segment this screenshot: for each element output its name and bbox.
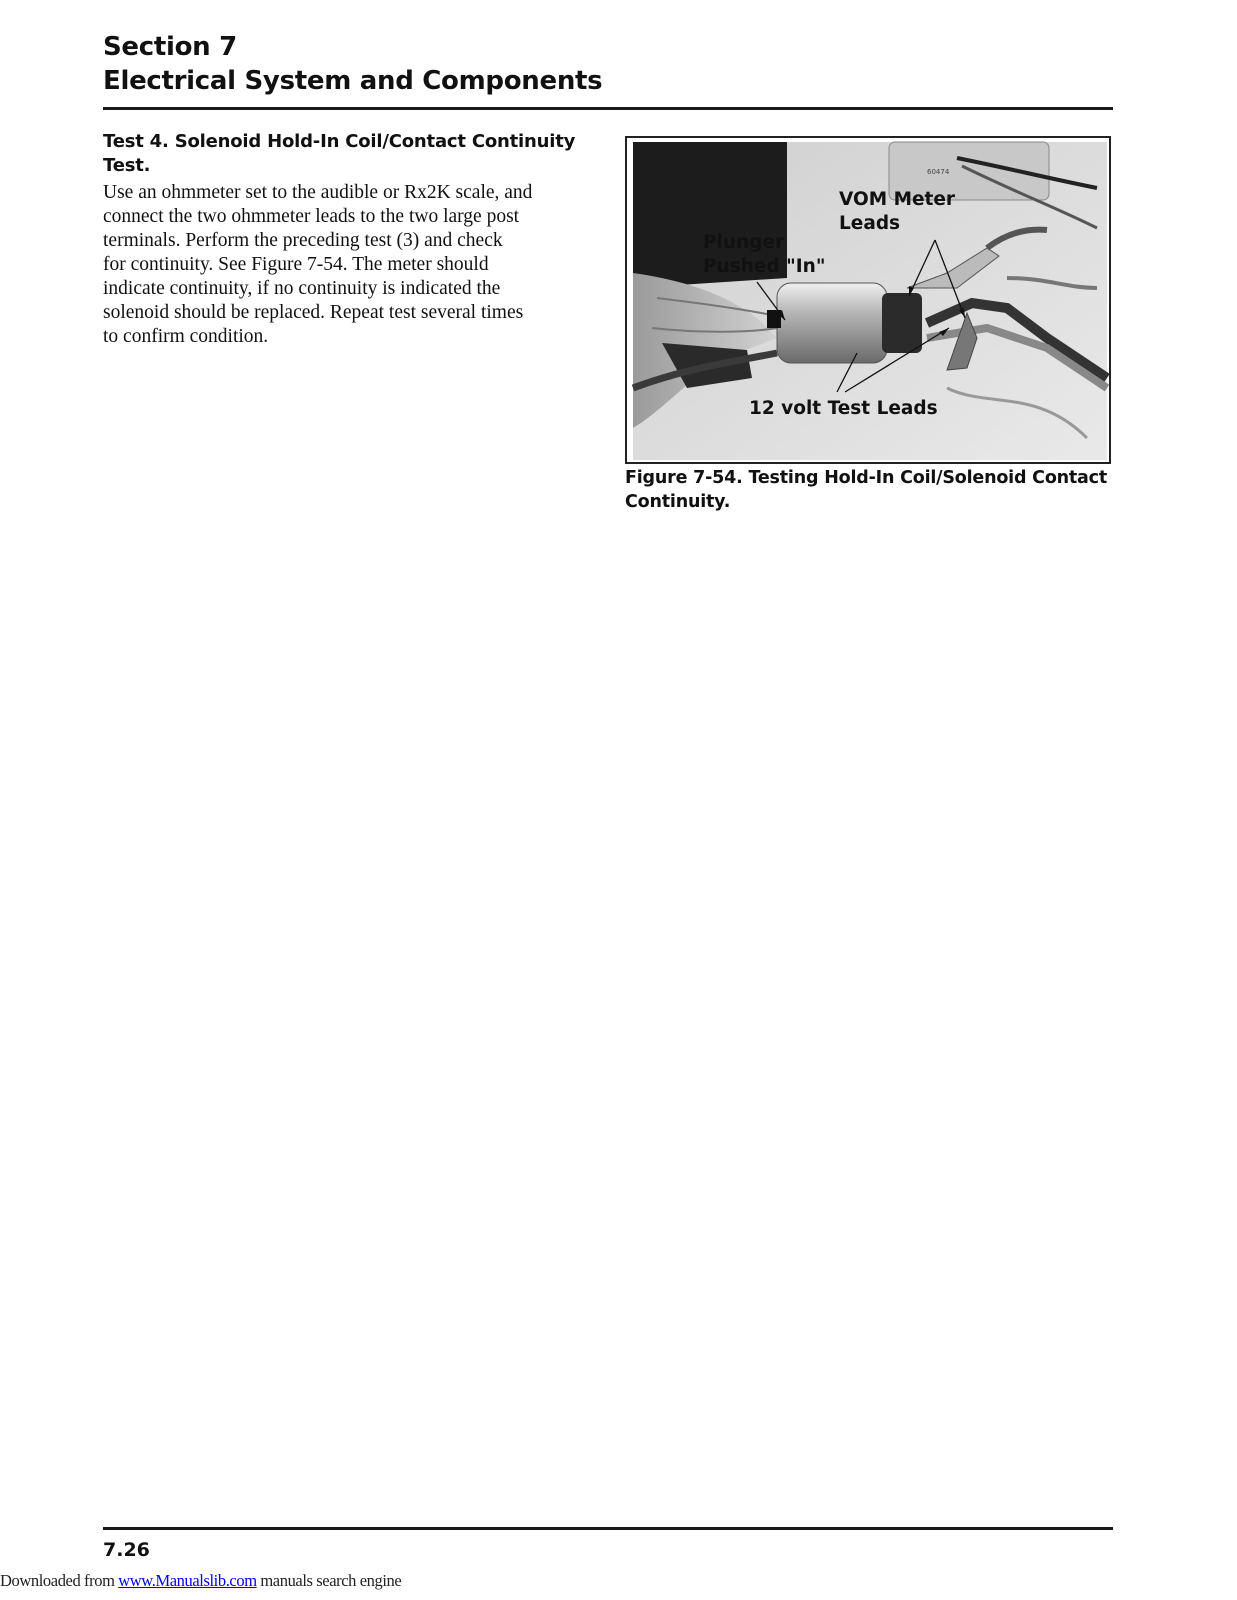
plunger-label (703, 231, 825, 279)
figure-caption (625, 466, 1125, 514)
test-heading-line: Test. (103, 155, 151, 176)
section-number: Section 7 (103, 32, 237, 62)
test-heading-line: Test 4. Solenoid Hold-In Coil/Contact Continuity (103, 131, 576, 152)
download-footer (0, 1571, 401, 1591)
body-line: for continuity. See Figure 7-54. The meter should (103, 254, 489, 275)
left-column (103, 130, 593, 349)
section-title: Electrical System and Components (103, 66, 603, 96)
vom-meter-leads-label (839, 188, 955, 236)
footer-rule (103, 1527, 1113, 1530)
footer-suffix: manuals search engine (256, 1571, 402, 1590)
test-leads-label: 12 volt Test Leads (749, 398, 938, 419)
body-line: to confirm condition. (103, 326, 269, 347)
figure-7-54-photo (625, 136, 1111, 464)
solenoid-body (777, 283, 887, 363)
page-number: 7.26 (103, 1539, 150, 1561)
plunger-label-line: Plunger (703, 232, 785, 253)
body-line: connect the two ohmmeter leads to the two large post (103, 206, 520, 227)
body-line: solenoid should be replaced. Repeat test several times (103, 302, 524, 323)
vom-label-line: VOM Meter (839, 189, 956, 210)
section-header (103, 30, 1113, 98)
header-rule (103, 107, 1113, 110)
body-line: terminals. Perform the preceding test (3) and check (103, 230, 503, 251)
body-line: Use an ohmmeter set to the audible or Rx2K scale, and (103, 182, 533, 203)
caption-line: Figure 7-54. Testing Hold-In Coil/Solenoid Contact (625, 468, 1108, 488)
caption-line: Continuity. (625, 492, 731, 512)
footer-prefix: Downloaded from (0, 1571, 119, 1590)
manualslib-link[interactable]: www.Manualslib.com (118, 1571, 257, 1590)
plunger-label-line: Pushed "In" (703, 256, 826, 277)
body-line: indicate continuity, if no continuity is indicated the (103, 278, 501, 299)
test-heading (103, 130, 593, 178)
vom-label-line: Leads (839, 213, 901, 234)
body-paragraph (103, 181, 593, 349)
svg-text:60474: 60474 (927, 168, 950, 176)
